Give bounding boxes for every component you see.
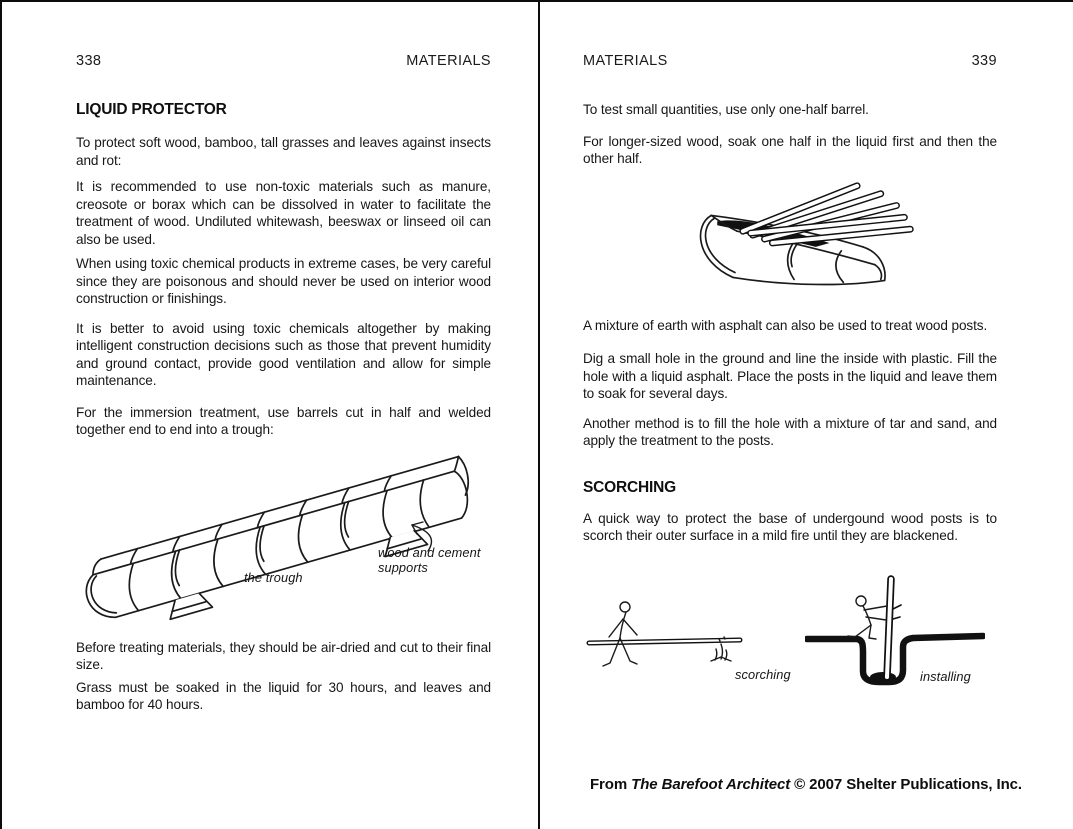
attribution-suffix: © 2007 Shelter Publications, Inc. (790, 776, 1022, 793)
right-page (583, 52, 997, 693)
right-running-head (583, 52, 997, 70)
paragraph: A quick way to protect the base of undergound wood posts is to scorch their outer surface in a mild fire until they are blackened. (583, 510, 997, 543)
figure-scorching-row (583, 575, 997, 693)
trough-illustration (76, 445, 476, 635)
figure-barrel (583, 176, 997, 306)
right-running-head-title: MATERIALS (583, 53, 668, 69)
barrel-illustration (678, 176, 918, 306)
caption-supports: wood and cement supports (378, 544, 481, 575)
paragraph: When using toxic chemical products in extreme cases, be very careful since they are poisonous and should never be used on interior wood construction or finishings. (76, 256, 491, 306)
paragraph: A mixture of earth with asphalt can also be used to treat wood posts. (583, 317, 988, 333)
paragraph: To test small quantities, use only one-half barrel. (583, 102, 869, 117)
right-page-number: 339 (971, 53, 997, 69)
paragraph: For the immersion treatment, use barrels cut in half and welded together end to end into a trough: (76, 404, 491, 437)
left-running-head-title: MATERIALS (406, 53, 491, 69)
paragraph: For longer-sized wood, soak one half in the liquid first and then the other half. (583, 133, 997, 166)
attribution-book-title: The Barefoot Architect (631, 776, 791, 793)
section-heading-liquid-protector: LIQUID PROTECTOR (76, 101, 227, 118)
caption-the-trough: the trough (244, 569, 303, 585)
section-heading-scorching: SCORCHING (583, 478, 676, 496)
attribution-prefix: From (589, 776, 632, 793)
figure-trough (76, 445, 491, 635)
paragraph: It is recommended to use non-toxic materials such as manure, creosote or borax which can be dissolved in water to facilitate the treatment of wood. Undiluted whitewash, beeswax or linseed oil can also be used. (76, 179, 491, 247)
caption-scorching: scorching (735, 666, 791, 682)
caption-installing: installing (920, 668, 971, 684)
paragraph: Grass must be soaked in the liquid for 30 hours, and leaves and bamboo for 40 hours. (76, 679, 491, 712)
left-running-head (76, 52, 491, 70)
paragraph: It is better to avoid using toxic chemicals altogether by making intelligent construction decisions such as those that prevent humidity and ground contact, provide good ventilation and allow for simple maintenance. (76, 320, 491, 388)
paragraph: Another method is to fill the hole with a mixture of tar and sand, and apply the treatment to the posts. (583, 415, 997, 448)
left-page-number: 338 (76, 53, 102, 69)
page-left-edge (0, 0, 2, 829)
paragraph: Before treating materials, they should be air-dried and cut to their final size. (76, 639, 491, 672)
page-divider (538, 0, 540, 829)
page-top-edge (0, 0, 1073, 2)
attribution-footer (539, 776, 1073, 793)
left-page (76, 52, 491, 714)
scorching-illustration (585, 591, 745, 691)
paragraph: Dig a small hole in the ground and line the inside with plastic. Fill the hole with a liquid asphalt. Place the posts in the liquid and leave them to soak for several days. (583, 351, 997, 401)
paragraph: To protect soft wood, bamboo, tall grasses and leaves against insects and rot: (76, 135, 491, 168)
